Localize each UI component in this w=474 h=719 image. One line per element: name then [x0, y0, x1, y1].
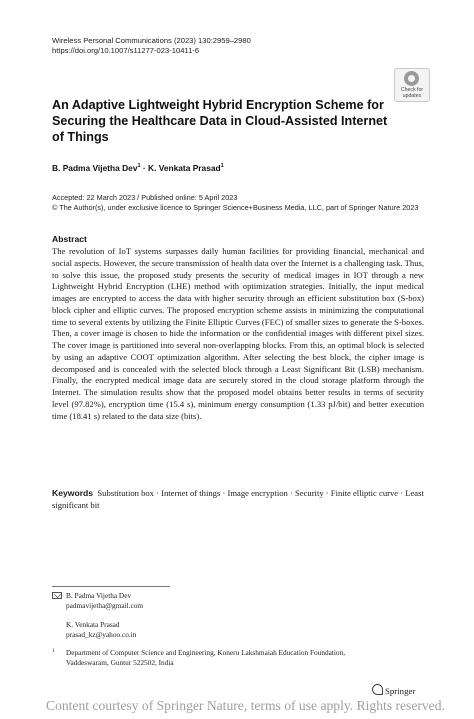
author-1[interactable]: B. Padma Vijetha Dev — [52, 163, 138, 173]
publication-info — [52, 193, 418, 212]
contact-2-name: K. Venkata Prasad — [66, 620, 120, 629]
copyright-line: © The Author(s), under exclusive licence to Springer Science+Business Media, LLC, part of Springer Nature 2023 — [52, 202, 419, 212]
envelope-icon — [52, 592, 62, 599]
journal-citation: Wireless Personal Communications (2023) 130:2959–2980 — [52, 36, 251, 45]
check-for-updates-badge[interactable] — [394, 68, 430, 102]
abstract-heading: Abstract — [52, 234, 87, 244]
keywords-label: Keywords — [52, 488, 94, 498]
journal-header — [52, 36, 251, 55]
contact-2 — [66, 620, 136, 639]
contact-1-name: B. Padma Vijetha Dev — [66, 591, 132, 600]
doi-link[interactable]: https://doi.org/10.1007/s11277-023-10411-6 — [52, 45, 200, 55]
author-separator: · — [140, 163, 149, 173]
springer-horse-icon — [372, 684, 383, 695]
affiliation — [66, 648, 416, 667]
contact-1-email[interactable]: padmavijetha@gmail.com — [66, 600, 144, 610]
contact-1 — [66, 591, 143, 610]
footnote-divider — [52, 586, 170, 587]
article-title: An Adaptive Lightweight Hybrid Encryption Scheme for Securing the Healthcare Data in Cloud-Assisted Internet of Things — [52, 98, 388, 144]
check-for-updates-icon — [404, 71, 419, 86]
affiliation-number: 1 — [52, 648, 55, 654]
dates-line: Accepted: 22 March 2023 / Published online: 5 April 2023 — [52, 193, 238, 202]
author-2[interactable]: K. Venkata Prasad — [148, 163, 221, 173]
courtesy-watermark: Content courtesy of Springer Nature, terms of use apply. Rights reserved. — [46, 698, 445, 713]
affiliation-line-1: Department of Computer Science and Engineering, Koneru Lakshmaiah Education Foundation, — [66, 648, 346, 657]
badge-label: Check for updates — [400, 87, 424, 99]
author-2-affil: 1 — [220, 163, 224, 170]
affiliation-line-2: Vaddeswaram, Guntur 522502, India — [66, 657, 174, 667]
publisher-name: Springer — [385, 686, 416, 696]
publisher-logo — [372, 684, 415, 696]
author-line — [52, 163, 224, 173]
abstract-text: The revolution of IoT systems surpasses daily human facilities for providing financial, mechanical and social aspects. However, the secure transmission of health data over the Internet is a challenging task. Thus, to solve this issue, the proposed study presents the security of medical images in IOT through a new Lightweight Hybrid Encryption (LHE) method with optimization strategies. Initially, the input medical images are encrypted to access the data with higher security through an efficient substitution box (S-box) block cipher and elliptic curves. The proposed encryption scheme assists in minimizing the computational time to several extents by utilizing the Finite Elliptic Curves (FEC) of smaller sizes to generate the S-boxes. Then, a cover image is chosen to hide the information or the confidential images with different pixel sizes. The cover image is partitioned into several non-overlapping blocks. From this, an optimal block is selected by using an adaptive COOT optimization algorithm. After selecting the best block, the cipher image is decomposed and is concealed with the selected block through a Least Significant Bit (LSB) mechanism. Finally, the encrypted medical image data are securely stored in the cloud storage platform through the Internet. The simulation results show that the proposed model obtains better results in terms of security level (97.82%), encryption time (15.4 s), minimum energy consumption (1.33 pJ/bit) and better execution time (18.41 s) related to the data size (bits). — [52, 246, 424, 421]
contact-2-email[interactable]: prasad_kz@yahoo.co.in — [66, 629, 137, 639]
keywords-block — [52, 488, 424, 511]
keywords-list: Substitution box · Internet of things · Image encryption · Security · Finite elliptic curve · Least significant bit — [52, 488, 424, 510]
author-1-affil: 1 — [137, 163, 141, 170]
